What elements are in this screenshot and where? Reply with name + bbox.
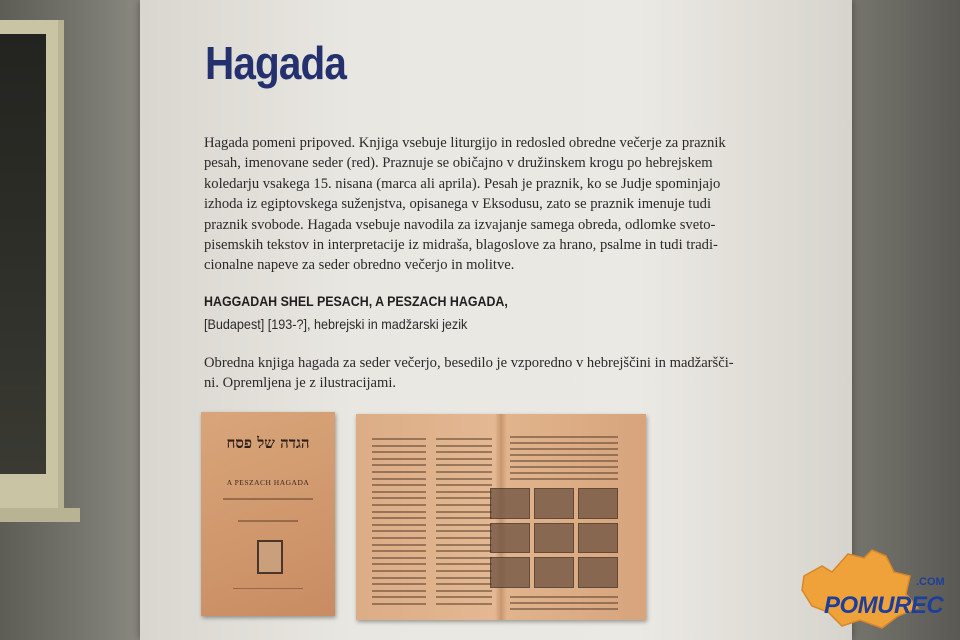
page-text-line [436,590,492,592]
page-text-line [510,454,618,456]
body-line: Hagada pomeni pripoved. Knjiga vsebuje liturgijo in redosled obredne večerje za praznik [204,135,726,151]
window-glass [0,34,46,474]
page-text-line [436,445,492,447]
description-line: ni. Opremljena je z ilustracijami. [204,375,397,392]
page-text-line [510,472,618,474]
page-text-line [436,504,492,506]
page-text-line [510,460,618,462]
page-text-line [436,570,492,572]
page-text-line [436,451,492,453]
page-text-line [436,491,492,493]
illustration [490,557,530,588]
cover-text-line [233,588,303,589]
page-text-line [436,517,492,519]
body-line: koledarju vsakega 15. nisana (marca ali aprila). Pesah je praznik, ko se Judje spominjajo [204,175,721,192]
logo-name: POMUREC [824,592,944,619]
poster-body-text [204,133,784,276]
poster-title: Hagada [205,37,346,89]
page-text-line [372,478,426,480]
page-text-line [436,524,492,526]
page-text-line [510,608,618,610]
illustration [578,557,618,588]
page-text-line [436,438,492,440]
illustration [534,523,574,554]
book-cover-photo [201,412,335,616]
pomurec-watermark-logo [798,546,948,630]
cover-title: A PESZACH HAGADA [226,478,310,487]
page-text-line [510,442,618,444]
page-text-line [436,471,492,473]
body-line: pisemskih tekstov in interpretacije iz midraša, blagoslove za hrano, psalme in tudi tradi- [204,237,718,254]
page-text-line [510,436,618,438]
page-text-line [436,544,492,546]
page-text-line [510,596,618,598]
page-text-line [436,464,492,466]
illustration [578,488,618,519]
page-text-line [436,563,492,565]
page-text-line [436,497,492,499]
illustration [490,523,530,554]
body-line: praznik svobode. Hagada vsebuje navodila za izvajanje samega obreda, odlomke sveto- [204,216,716,233]
page-text-line [436,458,492,460]
body-line: izhoda iz egiptovskega suženjstva, opisanega v Eksodusu, zato se praznik imenuje tudi [204,196,711,213]
page-text-line [372,603,426,605]
illustration [534,488,574,519]
illustration-grid [490,488,618,588]
page-text-line [436,603,492,605]
page-text-line [372,451,426,453]
item-subheading: [Budapest] [193-?], hebrejski in madžarski jezik [204,316,468,332]
cover-emblem [257,540,283,574]
page-text-line [372,497,426,499]
page-text-line [510,466,618,468]
cover-hebrew-title: הגדה של פסח [226,434,310,452]
page-text-line [436,537,492,539]
item-heading: HAGGADAH SHEL PESACH, A PESZACH HAGADA, [204,294,508,309]
page-text-line [372,524,426,526]
page-text-line [372,577,426,579]
page-text-line [436,583,492,585]
page-text-line [372,583,426,585]
illustration [534,557,574,588]
wall-right [850,0,960,640]
page-text-line [372,530,426,532]
page-text-line [436,511,492,513]
page-text-line [372,537,426,539]
page-text-line [372,504,426,506]
page-text-line [436,557,492,559]
page-text-line [372,590,426,592]
page-text-line [372,464,426,466]
page-text-line [436,478,492,480]
page-text-line [436,484,492,486]
illustration [490,488,530,519]
page-text-line [510,602,618,604]
page-text-line [372,570,426,572]
page-text-line [372,471,426,473]
page-text-line [372,445,426,447]
page-text-line [372,484,426,486]
page-text-line [372,458,426,460]
page-text-line [372,517,426,519]
cover-text-line [238,520,298,522]
cover-text-line [223,498,313,500]
page-text-line [372,563,426,565]
page-text-line [436,577,492,579]
page-text-line [372,438,426,440]
page-text-line [436,530,492,532]
page-text-line [372,544,426,546]
illustration [578,523,618,554]
item-description [204,353,784,394]
page-text-line [372,550,426,552]
page-text-line [510,448,618,450]
page-text-line [372,491,426,493]
body-line: pesah, imenovane seder (red). Praznuje se običajno v družinskem krogu po hebrejskem [204,155,713,172]
body-line: cionalne napeve za seder obredno večerjo in molitve. [204,257,515,274]
window-sill [0,508,80,522]
logo-domain: .COM [916,576,945,588]
page-text-line [372,511,426,513]
description-line: Obredna knjiga hagada za seder večerjo, besedilo je vzporedno v hebrejščini in madžaršči- [204,355,734,371]
page-text-line [372,557,426,559]
page-text-line [510,478,618,480]
page-text-line [372,596,426,598]
page-text-line [436,596,492,598]
page-text-line [436,550,492,552]
